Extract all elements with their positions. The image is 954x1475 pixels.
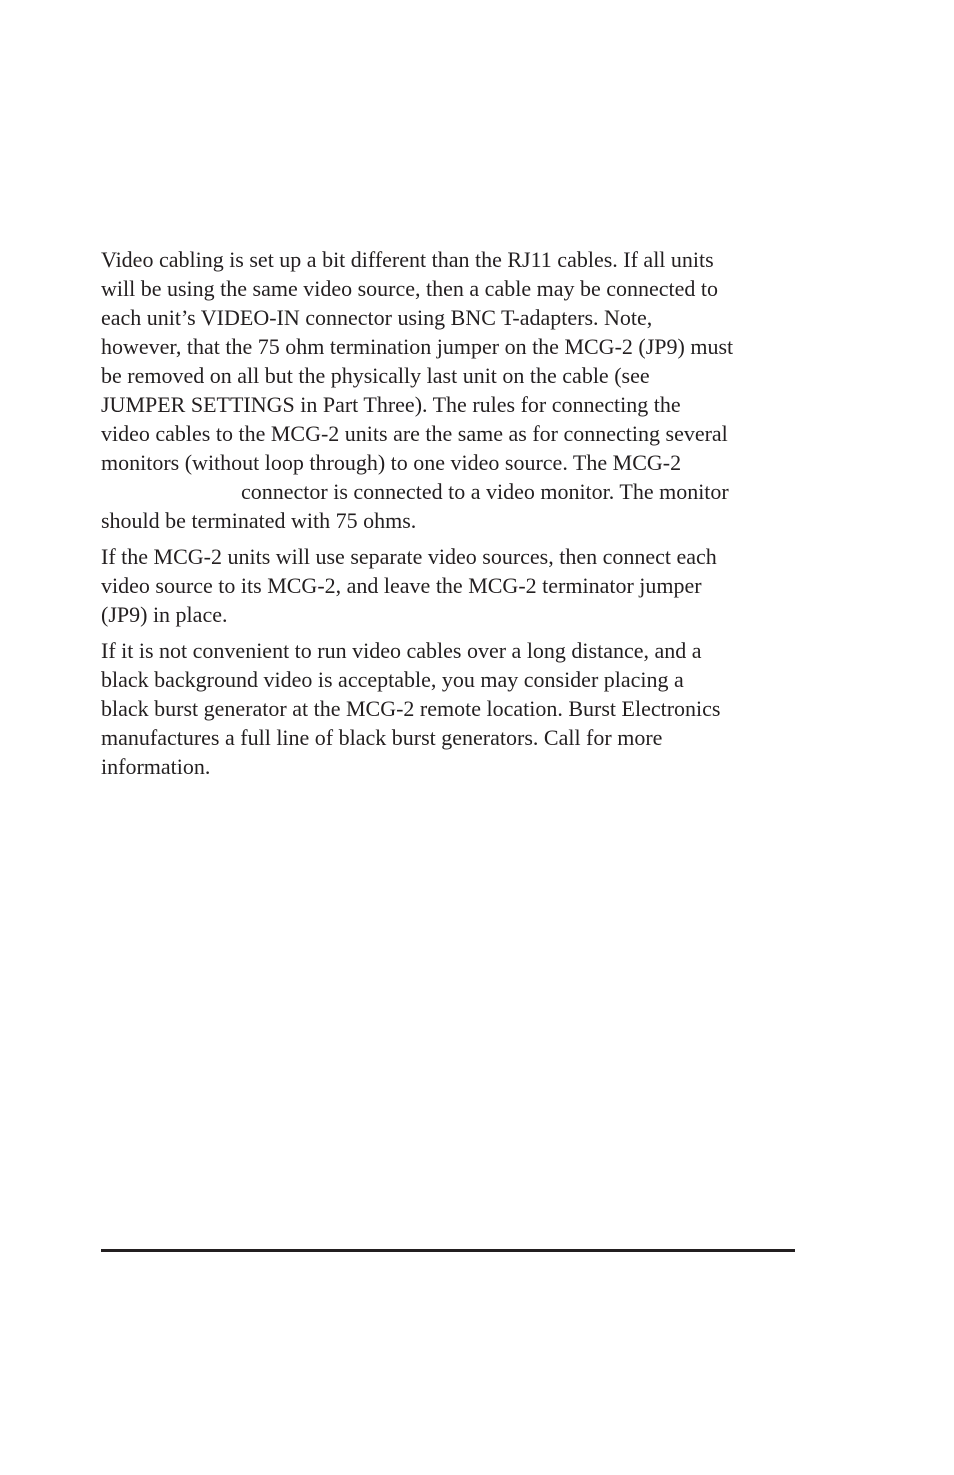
footer-rule [101, 1249, 795, 1252]
text-line: each unit’s VIDEO-IN connector using BNC T-adapters. Note, [101, 305, 653, 330]
text-line: information. [101, 754, 211, 779]
text-line: If it is not convenient to run video cables over a long distance, and a [101, 638, 702, 663]
text-line: black burst generator at the MCG-2 remote location. Burst Electronics [101, 696, 721, 721]
text-line: manufactures a full line of black burst generators. Call for more [101, 725, 663, 750]
text-line: video source to its MCG-2, and leave the MCG-2 terminator jumper [101, 573, 702, 598]
text-line: JUMPER SETTINGS in Part Three). The rules for connecting the [101, 392, 681, 417]
paragraph-video-cabling [101, 245, 801, 535]
text-line: should be terminated with 75 ohms. [101, 508, 417, 533]
text-line: video cables to the MCG-2 units are the same as for connecting several [101, 421, 728, 446]
text-line: Video cabling is set up a bit different than the RJ11 cables. If all units [101, 247, 714, 272]
text-line: will be using the same video source, then a cable may be connected to [101, 276, 719, 301]
text-line: however, that the 75 ohm termination jumper on the MCG-2 (JP9) must [101, 334, 734, 359]
text-line: be removed on all but the physically last unit on the cable (see [101, 363, 650, 388]
text-line: connector is connected to a video monitor. The monitor [241, 479, 729, 504]
paragraph-separate-sources [101, 542, 801, 629]
paragraph-black-burst [101, 636, 801, 781]
body-text [101, 245, 801, 788]
text-line: (JP9) in place. [101, 602, 228, 627]
text-line: If the MCG-2 units will use separate video sources, then connect each [101, 544, 717, 569]
text-line: monitors (without loop through) to one video source. The MCG-2 [101, 450, 682, 475]
text-line: black background video is acceptable, you may consider placing a [101, 667, 684, 692]
